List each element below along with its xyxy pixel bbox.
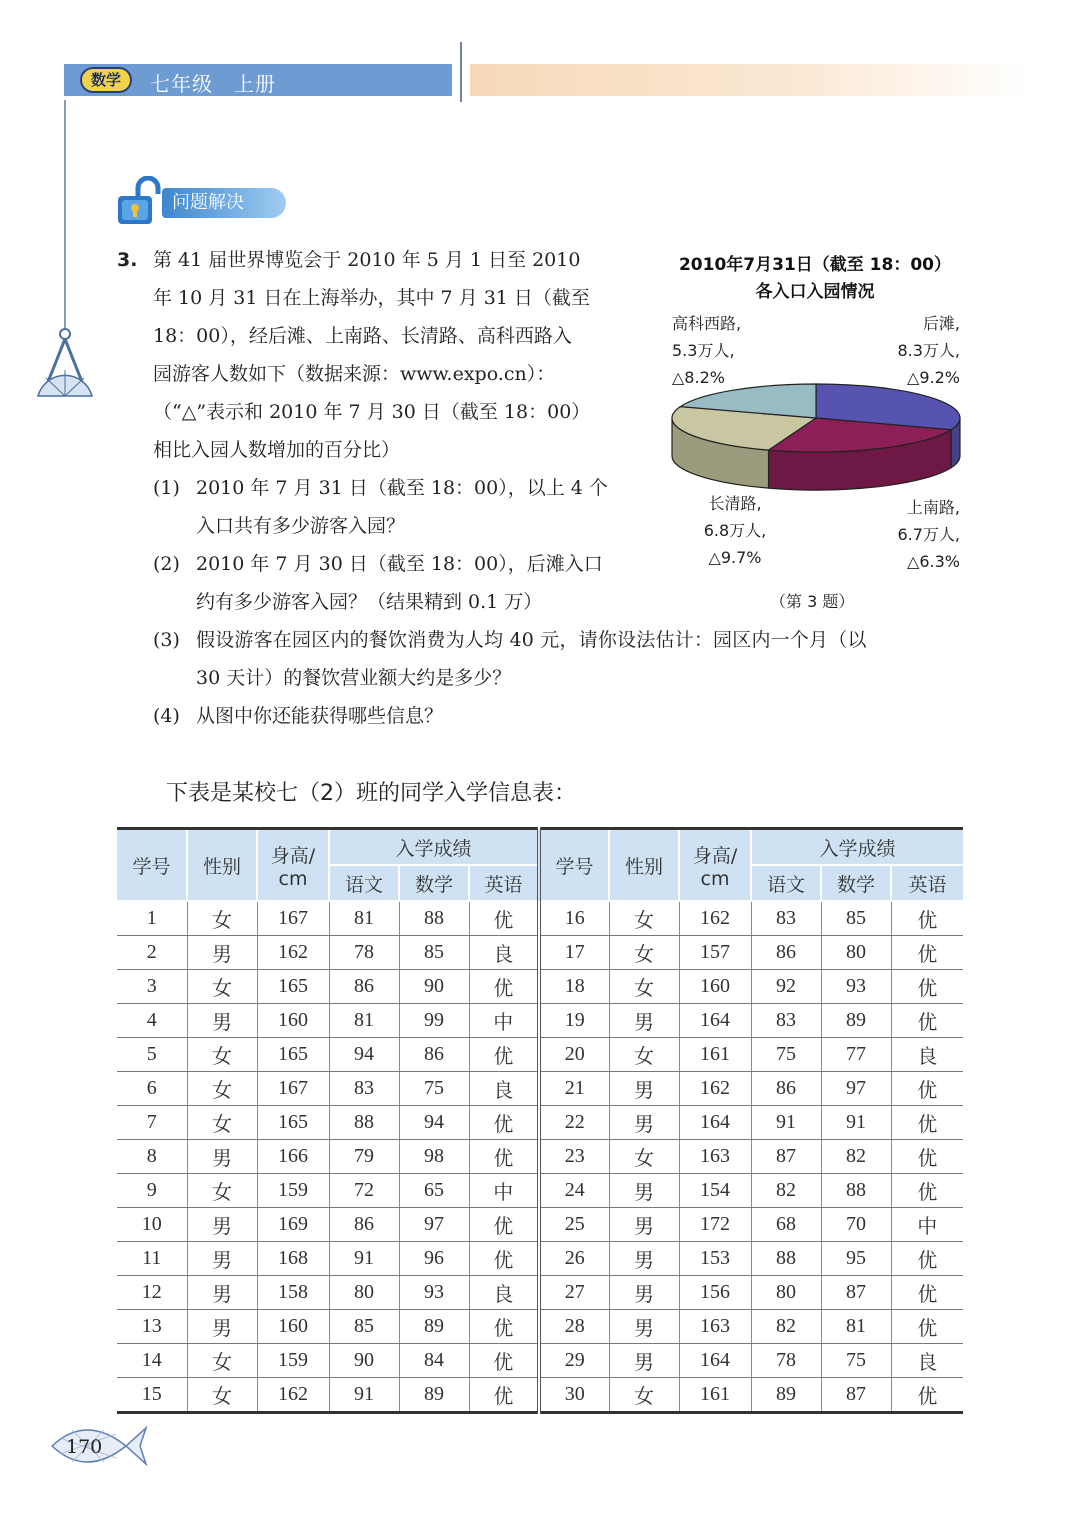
table-cell: 优 xyxy=(469,1310,539,1344)
pie-chart xyxy=(668,380,968,495)
table-row xyxy=(117,1242,963,1276)
table-cell: 81 xyxy=(821,1310,891,1344)
table-cell: 93 xyxy=(399,1276,469,1310)
table-cell: 80 xyxy=(751,1276,821,1310)
table-cell: 优 xyxy=(891,901,963,936)
q4-line-1: 从图中你还能获得哪些信息？ xyxy=(196,705,444,727)
table-cell: 优 xyxy=(469,1140,539,1174)
student-info-table xyxy=(117,827,963,1414)
table-cell: 86 xyxy=(329,1208,399,1242)
table-cell: 164 xyxy=(679,1106,751,1140)
table-cell: 1 xyxy=(117,901,187,936)
th-gender: 性别 xyxy=(187,829,257,902)
table-row xyxy=(117,1038,963,1072)
q1-line-1: 2010 年 7 月 31 日（截至 18：00），以上 4 个 xyxy=(196,477,608,499)
table-cell: 良 xyxy=(469,936,539,970)
table-cell: 优 xyxy=(891,1174,963,1208)
table-cell: 82 xyxy=(821,1140,891,1174)
table-cell: 15 xyxy=(117,1378,187,1413)
th-height-unit-2: cm xyxy=(700,867,730,890)
table-cell: 优 xyxy=(891,970,963,1004)
table-cell: 91 xyxy=(329,1378,399,1413)
q2-line-1: 2010 年 7 月 30 日（截至 18：00），后滩入口 xyxy=(196,553,603,575)
table-cell: 良 xyxy=(891,1038,963,1072)
table-cell: 优 xyxy=(891,1004,963,1038)
table-cell: 女 xyxy=(609,970,679,1004)
table-cell: 94 xyxy=(399,1106,469,1140)
table-cell: 男 xyxy=(187,1242,257,1276)
table-cell: 78 xyxy=(329,936,399,970)
table-cell: 165 xyxy=(257,970,329,1004)
label-gaokexilu xyxy=(672,310,741,391)
table-cell: 16 xyxy=(539,901,609,936)
table-cell: 女 xyxy=(187,1072,257,1106)
table-cell: 男 xyxy=(187,1004,257,1038)
table-cell: 优 xyxy=(891,1140,963,1174)
table-cell: 优 xyxy=(469,970,539,1004)
table-cell: 13 xyxy=(117,1310,187,1344)
table-cell: 优 xyxy=(891,1106,963,1140)
table-cell: 161 xyxy=(679,1038,751,1072)
table-cell: 中 xyxy=(469,1174,539,1208)
table-cell: 4 xyxy=(117,1004,187,1038)
q3-line-2: 30 天计）的餐饮营业额大约是多少？ xyxy=(196,667,512,689)
table-cell: 11 xyxy=(117,1242,187,1276)
table-cell: 156 xyxy=(679,1276,751,1310)
table-cell: 优 xyxy=(891,1276,963,1310)
table-cell: 优 xyxy=(469,1344,539,1378)
th-scores-2: 入学成绩 xyxy=(751,829,963,866)
table-row xyxy=(117,1344,963,1378)
table-row xyxy=(117,1004,963,1038)
table-cell: 88 xyxy=(821,1174,891,1208)
table-cell: 87 xyxy=(751,1140,821,1174)
table-cell: 优 xyxy=(891,1072,963,1106)
table-cell: 90 xyxy=(329,1344,399,1378)
table-cell: 男 xyxy=(187,1276,257,1310)
table-cell: 中 xyxy=(469,1004,539,1038)
label-shangnanlu-change: △6.3% xyxy=(907,552,960,571)
margin-line xyxy=(64,100,66,330)
table-cell: 女 xyxy=(609,901,679,936)
table-cell: 162 xyxy=(257,936,329,970)
table-cell: 优 xyxy=(891,1310,963,1344)
table-cell: 5 xyxy=(117,1038,187,1072)
table-cell: 21 xyxy=(539,1072,609,1106)
problem-line-6: 相比入园人数增加的百分比） xyxy=(153,439,401,461)
table-cell: 159 xyxy=(257,1344,329,1378)
th-gender-2: 性别 xyxy=(609,829,679,902)
table-cell: 优 xyxy=(469,1242,539,1276)
th-english-2: 英语 xyxy=(891,865,963,901)
table-cell: 75 xyxy=(821,1344,891,1378)
table-cell: 164 xyxy=(679,1004,751,1038)
table-cell: 160 xyxy=(257,1004,329,1038)
table-cell: 84 xyxy=(399,1344,469,1378)
table-row xyxy=(117,1140,963,1174)
table-cell: 优 xyxy=(469,1378,539,1413)
table-row xyxy=(117,1208,963,1242)
th-math-2: 数学 xyxy=(821,865,891,901)
table-cell: 7 xyxy=(117,1106,187,1140)
label-gaokexilu-value: 5.3万人, xyxy=(672,341,735,360)
label-gaokexilu-name: 高科西路, xyxy=(672,314,742,333)
table-cell: 中 xyxy=(891,1208,963,1242)
table-cell: 169 xyxy=(257,1208,329,1242)
table-cell: 优 xyxy=(917,1386,938,1408)
table-cell: 87 xyxy=(821,1276,891,1310)
table-cell: 68 xyxy=(751,1208,821,1242)
label-houtan-change: △9.2% xyxy=(907,368,960,387)
table-cell: 162 xyxy=(679,901,751,936)
table-cell: 27 xyxy=(539,1276,609,1310)
table-cell: 86 xyxy=(329,970,399,1004)
table-cell: 85 xyxy=(329,1310,399,1344)
table-cell: 80 xyxy=(821,936,891,970)
table-cell: 98 xyxy=(399,1140,469,1174)
q1-number: (1) xyxy=(153,477,180,499)
table-cell: 女 xyxy=(609,936,679,970)
table-cell: 159 xyxy=(257,1174,329,1208)
table-cell: 89 xyxy=(399,1310,469,1344)
chart-subtitle: 各入口入园情况 xyxy=(755,282,875,302)
table-cell: 9 xyxy=(117,1174,187,1208)
table-cell: 164 xyxy=(679,1344,751,1378)
q2-line-2: 约有多少游客入园？（结果精到 0.1 万） xyxy=(196,591,543,613)
table-cell: 65 xyxy=(399,1174,469,1208)
label-changqinglu-name: 长清路, xyxy=(708,494,762,513)
th-id-2: 学号 xyxy=(539,829,609,902)
q1-line-2: 入口共有多少游客入园？ xyxy=(196,515,406,537)
table-row xyxy=(117,901,963,936)
table-cell: 95 xyxy=(821,1242,891,1276)
th-height-unit: cm xyxy=(278,867,308,890)
table-cell: 82 xyxy=(751,1310,821,1344)
table-cell: 89 xyxy=(821,1004,891,1038)
table-row xyxy=(117,1378,963,1413)
table-cell: 女 xyxy=(187,970,257,1004)
table-cell: 93 xyxy=(821,970,891,1004)
table-cell: 男 xyxy=(609,1174,679,1208)
table-cell: 男 xyxy=(187,936,257,970)
table-cell: 160 xyxy=(257,1310,329,1344)
table-cell: 优 xyxy=(891,1242,963,1276)
table-cell: 81 xyxy=(329,901,399,936)
table-cell: 女 xyxy=(187,901,257,936)
table-cell: 160 xyxy=(679,970,751,1004)
table-cell: 86 xyxy=(751,1072,821,1106)
subject-badge: 数学 xyxy=(80,67,132,93)
table-cell: 女 xyxy=(187,1174,257,1208)
table-cell: 23 xyxy=(539,1140,609,1174)
table-cell: 70 xyxy=(821,1208,891,1242)
th-height xyxy=(257,829,329,902)
table-cell: 女 xyxy=(187,1344,257,1378)
th-height-label: 身高/ xyxy=(270,844,316,867)
th-english: 英语 xyxy=(469,865,539,901)
table-cell: 25 xyxy=(539,1208,609,1242)
table-cell: 165 xyxy=(257,1106,329,1140)
lock-icon xyxy=(114,176,166,226)
table-row xyxy=(117,1174,963,1208)
table-cell: 154 xyxy=(679,1174,751,1208)
table-cell: 72 xyxy=(329,1174,399,1208)
page-number: 170 xyxy=(66,1436,103,1458)
table-cell: 161 xyxy=(679,1378,751,1413)
chart-caption: （第 3 题） xyxy=(770,592,855,611)
label-shangnanlu-name: 上南路, xyxy=(906,498,960,517)
table-cell: 157 xyxy=(679,936,751,970)
table-caption: 下表是某校七（2）班的同学入学信息表： xyxy=(166,781,576,806)
table-cell: 96 xyxy=(399,1242,469,1276)
table-cell: 22 xyxy=(539,1106,609,1140)
table-cell: 86 xyxy=(751,936,821,970)
table-cell: 88 xyxy=(399,901,469,936)
table-cell: 82 xyxy=(751,1174,821,1208)
table-cell: 89 xyxy=(751,1378,821,1413)
table-cell: 163 xyxy=(679,1140,751,1174)
table-cell: 14 xyxy=(117,1344,187,1378)
table-cell: 2 xyxy=(117,936,187,970)
table-row xyxy=(117,1106,963,1140)
table-row xyxy=(117,1072,963,1106)
problem-line-3: 18：00），经后滩、上南路、长清路、高科西路入 xyxy=(153,325,572,347)
table-cell: 3 xyxy=(117,970,187,1004)
table-cell: 83 xyxy=(751,901,821,936)
table-cell: 男 xyxy=(609,1310,679,1344)
problem-line-1: 第 41 届世界博览会于 2010 年 5 月 1 日至 2010 xyxy=(153,249,581,271)
table-cell: 91 xyxy=(821,1106,891,1140)
table-cell: 88 xyxy=(751,1242,821,1276)
table-cell: 良 xyxy=(469,1276,539,1310)
label-changqinglu-value: 6.8万人, xyxy=(703,521,767,540)
problem-line-5: （“△”表示和 2010 年 7 月 30 日（截至 18：00） xyxy=(153,401,591,423)
problem-line-2: 年 10 月 31 日在上海举办，其中 7 月 31 日（截至 xyxy=(153,287,590,309)
table-cell: 女 xyxy=(187,1378,257,1413)
table-cell: 优 xyxy=(469,1038,539,1072)
table-cell: 良 xyxy=(891,1344,963,1378)
table-cell: 12 xyxy=(117,1276,187,1310)
label-shangnanlu xyxy=(870,494,960,575)
book-title: 七年级 上册 xyxy=(150,72,276,96)
table-cell: 男 xyxy=(609,1276,679,1310)
problem-number: 3. xyxy=(117,249,138,271)
table-cell: 男 xyxy=(187,1208,257,1242)
table-cell: 92 xyxy=(751,970,821,1004)
table-cell: 19 xyxy=(539,1004,609,1038)
table-cell: 30 xyxy=(539,1378,609,1413)
table-cell: 166 xyxy=(257,1140,329,1174)
table-row xyxy=(117,1310,963,1344)
table-cell: 28 xyxy=(539,1310,609,1344)
table-cell: 85 xyxy=(821,901,891,936)
table-cell: 90 xyxy=(399,970,469,1004)
table-cell: 26 xyxy=(539,1242,609,1276)
table-cell: 优 xyxy=(469,1208,539,1242)
table-cell: 8 xyxy=(117,1140,187,1174)
table-cell: 17 xyxy=(539,936,609,970)
q3-line-1: 假设游客在园区内的餐饮消费为人均 40 元，请你设法估计：园区内一个月（以 xyxy=(196,629,867,651)
table-cell: 75 xyxy=(751,1038,821,1072)
table-cell: 162 xyxy=(257,1378,329,1413)
table-cell: 优 xyxy=(469,901,539,936)
label-changqinglu xyxy=(690,490,780,571)
table-cell: 男 xyxy=(609,1004,679,1038)
table-cell: 24 xyxy=(539,1174,609,1208)
table-cell: 99 xyxy=(399,1004,469,1038)
table-cell: 167 xyxy=(257,901,329,936)
table-cell: 女 xyxy=(187,1038,257,1072)
label-houtan-name: 后滩, xyxy=(922,314,960,333)
header-divider xyxy=(460,42,462,102)
table-cell: 172 xyxy=(679,1208,751,1242)
table-cell: 良 xyxy=(469,1072,539,1106)
table-cell: 91 xyxy=(751,1106,821,1140)
table-cell: 158 xyxy=(257,1276,329,1310)
table-cell: 女 xyxy=(609,1038,679,1072)
table-cell: 男 xyxy=(609,1242,679,1276)
table-cell: 6 xyxy=(117,1072,187,1106)
label-gaokexilu-change: △8.2% xyxy=(672,368,725,387)
table-row xyxy=(117,936,963,970)
q4-number: (4) xyxy=(153,705,180,727)
label-houtan-value: 8.3万人, xyxy=(897,341,960,360)
table-cell: 男 xyxy=(609,1072,679,1106)
table-row xyxy=(117,1276,963,1310)
q3-number: (3) xyxy=(153,629,180,651)
th-height-label-2: 身高/ xyxy=(692,844,738,867)
table-row xyxy=(117,970,963,1004)
table-cell: 81 xyxy=(329,1004,399,1038)
table-cell: 女 xyxy=(609,1378,679,1413)
table-cell: 87 xyxy=(821,1378,891,1413)
table-cell: 18 xyxy=(539,970,609,1004)
table-cell: 83 xyxy=(329,1072,399,1106)
table-cell: 97 xyxy=(399,1208,469,1242)
table-cell: 165 xyxy=(257,1038,329,1072)
table-cell: 75 xyxy=(399,1072,469,1106)
table-cell: 97 xyxy=(821,1072,891,1106)
label-houtan xyxy=(860,310,960,391)
table-cell: 94 xyxy=(329,1038,399,1072)
table-cell: 男 xyxy=(187,1310,257,1344)
th-scores: 入学成绩 xyxy=(329,829,539,866)
table-cell: 168 xyxy=(257,1242,329,1276)
table-cell: 10 xyxy=(117,1208,187,1242)
th-chinese-2: 语文 xyxy=(751,865,821,901)
table-cell: 85 xyxy=(399,936,469,970)
header-gradient xyxy=(470,64,1030,96)
table-cell: 20 xyxy=(539,1038,609,1072)
table-cell: 77 xyxy=(821,1038,891,1072)
table-cell: 163 xyxy=(679,1310,751,1344)
table-cell: 女 xyxy=(187,1106,257,1140)
table-cell: 男 xyxy=(187,1140,257,1174)
table-cell: 男 xyxy=(609,1106,679,1140)
table-cell: 29 xyxy=(539,1344,609,1378)
table-cell: 162 xyxy=(679,1072,751,1106)
th-id: 学号 xyxy=(117,829,187,902)
label-changqinglu-change: △9.7% xyxy=(708,548,762,567)
table-cell: 89 xyxy=(399,1378,469,1413)
table-cell: 优 xyxy=(469,1106,539,1140)
table-cell: 91 xyxy=(329,1242,399,1276)
table-cell: 优 xyxy=(891,936,963,970)
th-height-2 xyxy=(679,829,751,902)
section-tag: 问题解决 xyxy=(162,188,286,218)
table-cell: 83 xyxy=(751,1004,821,1038)
table-cell: 167 xyxy=(257,1072,329,1106)
table-cell: 86 xyxy=(399,1038,469,1072)
th-chinese: 语文 xyxy=(329,865,399,901)
problem-line-4: 园游客人数如下（数据来源：www.expo.cn）： xyxy=(153,363,556,385)
table-cell: 79 xyxy=(329,1140,399,1174)
chart-title: 2010年7月31日（截至 18：00） xyxy=(678,255,952,275)
compass-icon xyxy=(34,326,96,402)
table-cell: 80 xyxy=(329,1276,399,1310)
table-cell: 男 xyxy=(609,1344,679,1378)
label-shangnanlu-value: 6.7万人, xyxy=(897,525,960,544)
table-cell: 78 xyxy=(751,1344,821,1378)
table-cell: 女 xyxy=(609,1140,679,1174)
th-math: 数学 xyxy=(399,865,469,901)
table-cell: 153 xyxy=(679,1242,751,1276)
table-cell: 男 xyxy=(609,1208,679,1242)
q2-number: (2) xyxy=(153,553,180,575)
table-cell: 88 xyxy=(329,1106,399,1140)
